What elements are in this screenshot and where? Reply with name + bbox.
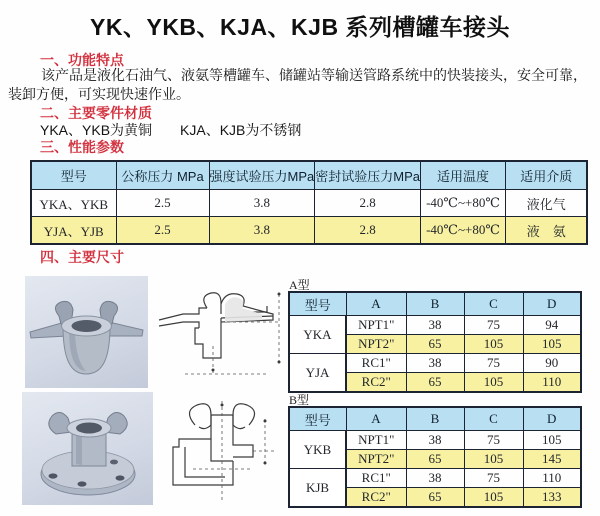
perf-cell-temp: -40℃~+80℃: [420, 190, 505, 217]
dim-cell: NPT1": [346, 431, 406, 450]
dim-cell: RC1": [346, 354, 406, 373]
section-heading-features: 一、功能特点: [40, 52, 124, 68]
performance-table-header-row: [31, 161, 587, 190]
dim-cell: 38: [406, 354, 464, 373]
technical-drawing-a-art: [155, 282, 290, 382]
dim-cell: 105: [464, 450, 523, 469]
perf-cell-seal: 2.8: [315, 217, 421, 245]
table-row: [289, 354, 581, 373]
dim-cell: 75: [464, 354, 523, 373]
dim-cell: RC2": [346, 488, 406, 508]
dim-cell: NPT1": [346, 316, 406, 335]
dim-table-a-header-row: [289, 292, 581, 316]
dim-cell: 94: [523, 316, 581, 335]
dim-cell: 75: [464, 316, 523, 335]
dim-header-a: A: [346, 292, 406, 316]
dim-cell: RC2": [346, 373, 406, 393]
perf-header-temperature: 适用温度: [420, 161, 505, 190]
dim-table-a-label: A型: [289, 278, 310, 292]
features-paragraph: 该产品是液化石油气、液氨等槽罐车、储罐站等输送管路系统中的快装接头，安全可靠，装卸方便，可实现快速作业。: [8, 67, 587, 102]
dim-cell: RC1": [346, 469, 406, 488]
coupling-photo-b-art: [22, 392, 153, 505]
dim-table-a: [288, 291, 582, 393]
dim-header-b: B: [406, 407, 464, 431]
dim-cell: 110: [523, 373, 581, 393]
table-row: [289, 316, 581, 335]
dim-header-d: D: [523, 292, 581, 316]
table-row: [289, 431, 581, 450]
dim-cell-model: YKA: [289, 316, 346, 354]
dim-cell: 105: [523, 335, 581, 354]
perf-header-nominal-pressure: 公称压力 MPa: [116, 161, 209, 190]
performance-table: [30, 160, 588, 245]
dim-cell-model: KJB: [289, 469, 346, 508]
page-title: YK、YKB、KJA、KJB 系列槽罐车接头: [90, 14, 510, 40]
section-heading-performance: 三、性能参数: [40, 139, 124, 155]
dim-table-b-header-row: [289, 407, 581, 431]
perf-cell-temp: -40℃~+80℃: [420, 217, 505, 245]
dim-cell: 38: [406, 431, 464, 450]
dim-cell: 105: [464, 488, 523, 508]
technical-drawing-b: [157, 399, 292, 505]
dim-cell: NPT2": [346, 335, 406, 354]
dim-cell: 65: [406, 373, 464, 393]
perf-header-model: 型号: [31, 161, 116, 190]
materials-line: YKA、YKB为黄铜 KJA、KJB为不锈钢: [40, 122, 302, 138]
coupling-photo-b: [22, 392, 153, 505]
dim-cell-model: YKB: [289, 431, 346, 469]
section-heading-dimensions: 四、主要尺寸: [40, 249, 124, 265]
dim-cell: 90: [523, 354, 581, 373]
technical-drawing-a: [155, 282, 290, 382]
dim-cell: 65: [406, 450, 464, 469]
dim-cell: 65: [406, 335, 464, 354]
perf-header-medium: 适用介质: [505, 161, 587, 190]
perf-cell-model: YJA、YJB: [31, 217, 116, 245]
dim-cell: 75: [464, 469, 523, 488]
dim-cell: 145: [523, 450, 581, 469]
dim-header-c: C: [464, 407, 523, 431]
perf-header-seal-test: 密封试验压力MPa: [315, 161, 421, 190]
dim-cell: NPT2": [346, 450, 406, 469]
table-row: [289, 469, 581, 488]
dim-cell: 38: [406, 469, 464, 488]
dim-cell: 105: [464, 335, 523, 354]
perf-header-strength-test: 强度试验压力MPa: [209, 161, 315, 190]
dim-cell: 105: [464, 373, 523, 393]
dim-header-b: B: [406, 292, 464, 316]
perf-cell-medium: 液 氨: [505, 217, 587, 245]
perf-cell-nominal: 2.5: [116, 217, 209, 245]
dim-cell: 133: [523, 488, 581, 508]
section-heading-materials: 二、主要零件材质: [40, 105, 152, 121]
coupling-photo-a: [25, 276, 148, 388]
dim-header-c: C: [464, 292, 523, 316]
perf-cell-strength: 3.8: [209, 190, 315, 217]
dim-cell-model: YJA: [289, 354, 346, 393]
dim-header-d: D: [523, 407, 581, 431]
dim-header-a: A: [346, 407, 406, 431]
dim-table-b: [288, 406, 582, 508]
dim-cell: 75: [464, 431, 523, 450]
dim-header-model: 型号: [289, 292, 346, 316]
perf-cell-seal: 2.8: [315, 190, 421, 217]
dim-cell: 38: [406, 316, 464, 335]
dim-header-model: 型号: [289, 407, 346, 431]
perf-cell-model: YKA、YKB: [31, 190, 116, 217]
technical-drawing-b-art: [157, 399, 292, 505]
coupling-photo-a-art: [25, 276, 148, 388]
perf-cell-nominal: 2.5: [116, 190, 209, 217]
dim-cell: 65: [406, 488, 464, 508]
table-row: [31, 217, 587, 245]
dim-cell: 110: [523, 469, 581, 488]
dim-table-b-label: B型: [289, 393, 310, 407]
perf-cell-strength: 3.8: [209, 217, 315, 245]
perf-cell-medium: 液化气: [505, 190, 587, 217]
table-row: [31, 190, 587, 217]
dim-cell: 105: [523, 431, 581, 450]
